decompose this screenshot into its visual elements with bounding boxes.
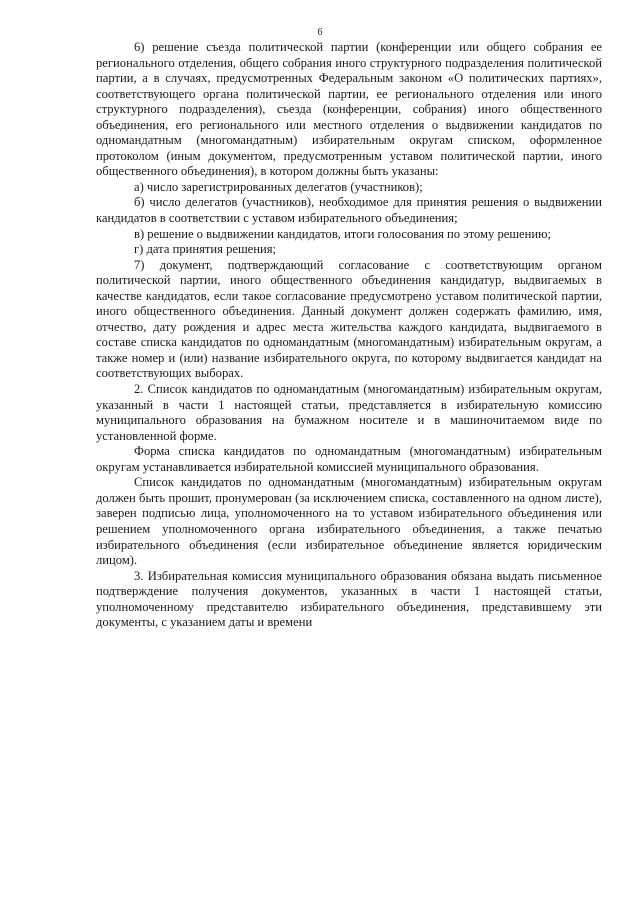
- paragraph-item-7-document: 7) документ, подтверждающий согласование с соответствующим органом политической партии, иного общественного объединения кандидатур, выдвигаемых в качестве кандидатов, если такое согласование предусмотрено уставом политической партии, иного общественного объединения. Данный документ должен содержать фамилию, имя, отчество, дату рождения и адрес места жительства каждого кандидата, выдвигаемого в составе списка кандидатов по одномандатным (многомандатным) избирательным округам, а также номер и (или) название избирательного округа, по которому выдвигается кандидат на соответствующих выборах.: [96, 257, 602, 381]
- paragraph-subitem-v: в) решение о выдвижении кандидатов, итоги голосования по этому решению;: [134, 226, 552, 241]
- page-number: 6: [317, 27, 323, 38]
- paragraph-subitem-b: б) число делегатов (участников), необходимое для принятия решения о выдвижении кандидатов в соответствии с уставом избирательного объединения;: [96, 195, 602, 226]
- document-body: [96, 40, 602, 631]
- paragraph-list-binding: Список кандидатов по одномандатным (многомандатным) избирательным округам должен быть прошит, пронумерован (за исключением списка, составленного на одном листе), заверен подписью лица, уполномоченного на то уставом избирательного объединения или решением уполномоченного органа избирательного объединения, а также печатью избирательного объединения (если избирательное объединение является юридическим лицом).: [96, 475, 602, 568]
- paragraph-item-6-decision: 6) решение съезда политической партии (конференции или общего собрания ее регионального отделения, общего собрания иного структурного подразделения политической партии, а в случаях, предусмотренных Федеральным законом «О политических партиях», соответствующего органа политической партии, ее регионального отделения или иного структурного подразделения), съезда (конференции, собрания) иного общественного объединения, его регионального или местного отделения о выдвижении кандидатов по одномандатным (многомандатным) избирательным округам списком, оформленное протоколом (иным документом, предусмотренным уставом политической партии, иного общественного объединения), в котором должны быть указаны:: [96, 40, 602, 179]
- paragraph-list-form: Форма списка кандидатов по одномандатным (многомандатным) избирательным округам устанавливается избирательной комиссией муниципального образования.: [96, 444, 602, 474]
- paragraph-part-2: 2. Список кандидатов по одномандатным (многомандатным) избирательным округам, указанный в части 1 настоящей статьи, представляется в избирательную комиссию муниципального образования на бумажном носителе и в машиночитаемом виде по установленной форме.: [96, 382, 602, 443]
- paragraph-subitem-a: а) число зарегистрированных делегатов (участников);: [134, 179, 423, 194]
- paragraph-subitem-g: г) дата принятия решения;: [134, 242, 277, 257]
- paragraph-part-3: 3. Избирательная комиссия муниципального образования обязана выдать письменное подтверждение получения документов, указанных в части 1 настоящей статьи, уполномоченному представителю избирательного объединения, представившему эти документы, с указанием даты и времени: [96, 568, 602, 630]
